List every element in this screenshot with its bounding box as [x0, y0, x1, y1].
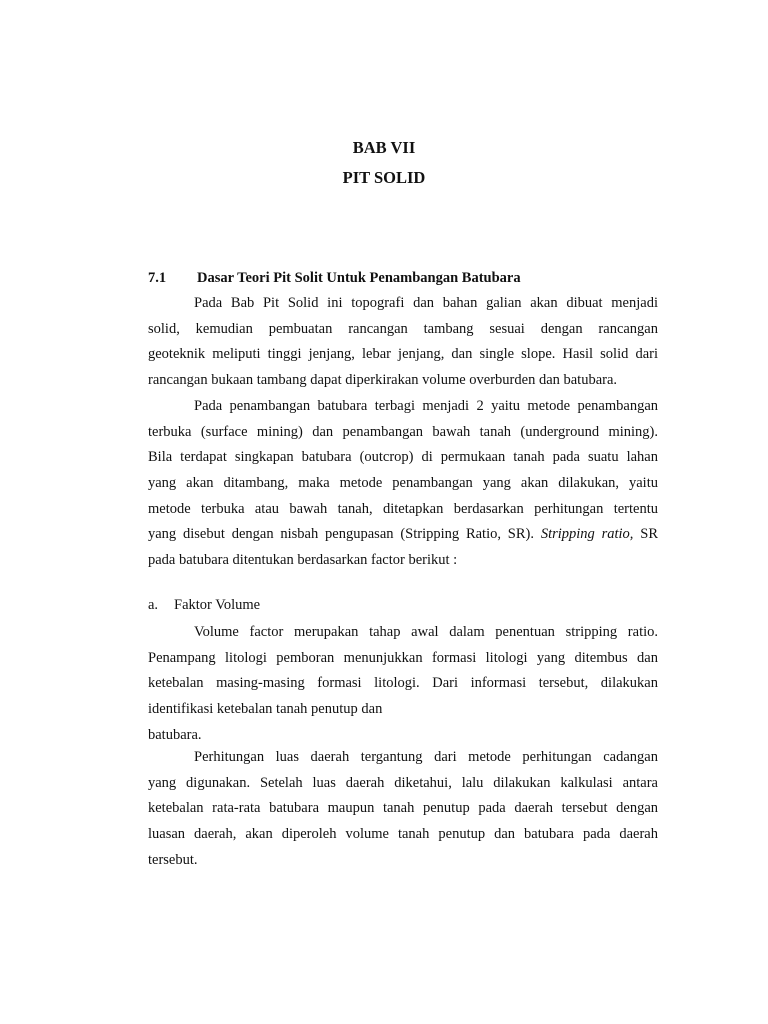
paragraph-line: solid, kemudian pembuatan rancangan tambang sesuai dengan rancangan	[148, 320, 658, 337]
paragraph-line: batubara.	[148, 726, 202, 743]
paragraph-line: Pada Bab Pit Solid ini topografi dan bahan galian akan dibuat menjadi	[194, 295, 658, 311]
section-title: Dasar Teori Pit Solit Untuk Penambangan Batubara	[197, 270, 521, 286]
paragraph-line: yang akan ditambang, maka metode penambangan yang akan dilakukan, yaitu	[148, 475, 658, 492]
paragraph-2	[148, 394, 658, 574]
paragraph-line: ketebalan masing-masing formasi litologi. Dari informasi tersebut, dilakukan	[148, 675, 658, 692]
paragraph-line: pada batubara ditentukan berdasarkan factor berikut :	[148, 552, 458, 569]
italic-term: Stripping ratio,	[540, 526, 634, 543]
paragraph-line: tersebut.	[148, 851, 198, 868]
paragraph-line: ketebalan rata-rata batubara maupun tanah penutup pada daerah tersebut dengan	[148, 800, 658, 817]
paragraph-line: Perhitungan luas daerah tergantung dari metode perhitungan cadangan	[194, 749, 658, 765]
paragraph-line: Bila terdapat singkapan batubara (outcrop) di permukaan tanah pada suatu lahan	[148, 449, 658, 466]
paragraph-line: terbuka (surface mining) dan penambangan bawah tanah (underground mining).	[148, 423, 658, 440]
section-number: 7.1	[148, 270, 167, 286]
paragraph-line	[148, 522, 658, 548]
paragraph-line: Volume factor merupakan tahap awal dalam penentuan stripping ratio.	[194, 624, 658, 640]
paragraph-line: luasan daerah, akan diperoleh volume tanah penutup dan batubara pada daerah	[148, 826, 658, 843]
paragraph-line: yang digunakan. Setelah luas daerah diketahui, lalu dilakukan kalkulasi antara	[148, 774, 658, 791]
paragraph-line: geoteknik meliputi tinggi jenjang, lebar jenjang, dan single slope. Hasil solid dari	[148, 346, 658, 363]
paragraph-line: Penampang litologi pemboran menunjukkan formasi litologi yang ditembus dan	[148, 649, 658, 666]
paragraph-1	[148, 291, 658, 394]
paragraph-line: identifikasi ketebalan tanah penutup dan	[148, 701, 383, 718]
paragraph-4	[148, 745, 658, 873]
chapter-label: BAB VII	[352, 138, 416, 157]
paragraph-line: rancangan bukaan tambang dapat diperkirakan volume overburden dan batubara.	[148, 372, 618, 389]
subsection-letter: a.	[148, 597, 159, 613]
paragraph-text: yang disebut dengan nisbah pengupasan (Stripping Ratio, SR).	[148, 526, 541, 543]
paragraph-text: SR	[633, 526, 658, 543]
paragraph-line: metode terbuka atau bawah tanah, ditetapkan berdasarkan perhitungan tertentu	[148, 500, 658, 517]
chapter-title: PIT SOLID	[342, 168, 426, 187]
paragraph-line: Pada penambangan batubara terbagi menjadi 2 yaitu metode penambangan	[194, 398, 658, 414]
paragraph-3	[148, 620, 658, 748]
subsection-title: Faktor Volume	[174, 597, 261, 613]
